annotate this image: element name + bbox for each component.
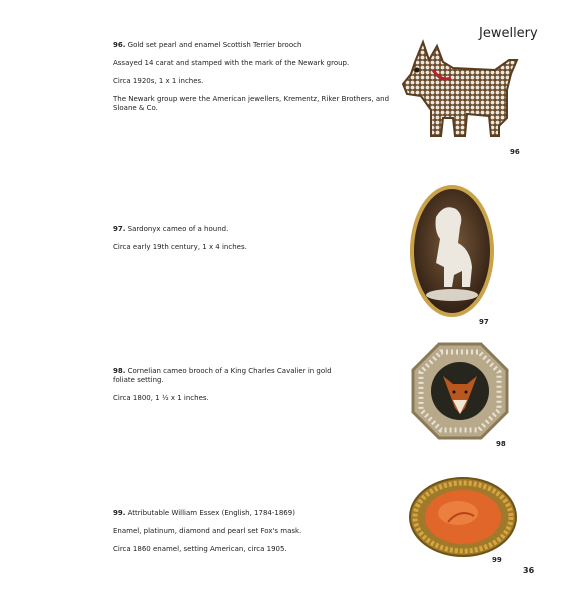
- terrier-brooch-image: [395, 30, 525, 150]
- fox-brooch-image: [411, 342, 509, 440]
- lot-title: Gold set pearl and enamel Scottish Terrier brooch: [127, 41, 302, 49]
- lot-entry-98: [113, 367, 353, 412]
- lot-detail: Circa 1920s, 1 x 1 inches.: [113, 77, 204, 85]
- figure-label: 99: [492, 556, 502, 564]
- page-number: 36: [523, 566, 535, 575]
- lot-detail: Enamel, platinum, diamond and pearl set Fox's mask.: [113, 527, 302, 535]
- lot-title: Attributable William Essex (English, 1784-1869): [127, 509, 295, 517]
- lot-number: 97.: [113, 225, 126, 233]
- lot-entry-96: [113, 41, 398, 122]
- figure-label: 97: [479, 318, 489, 326]
- section-title: Jewellery: [479, 26, 538, 41]
- figure-label: 98: [496, 440, 506, 448]
- lot-detail: Circa early 19th century, 1 x 4 inches.: [113, 243, 247, 251]
- lot-entry-99: [113, 509, 398, 563]
- lot-detail: Assayed 14 carat and stamped with the mark of the Newark group.: [113, 59, 350, 67]
- lot-number: 96.: [113, 41, 126, 49]
- lot-number: 98.: [113, 367, 126, 375]
- hound-cameo-image: [408, 183, 496, 323]
- lot-title: Cornelian cameo brooch of a King Charles Cavalier in gold foliate setting.: [113, 367, 332, 384]
- cornelian-brooch-image: [408, 476, 518, 558]
- lot-title: Sardonyx cameo of a hound.: [127, 225, 229, 233]
- lot-number: 99.: [113, 509, 126, 517]
- figure-label: 96: [510, 148, 520, 156]
- lot-detail: The Newark group were the American jewellers, Krementz, Riker Brothers, and Sloane & Co.: [113, 95, 390, 112]
- lot-entry-97: [113, 225, 398, 261]
- lot-detail: Circa 1800, 1 ½ x 1 inches.: [113, 394, 209, 402]
- lot-detail: Circa 1860 enamel, setting American, circa 1905.: [113, 545, 287, 553]
